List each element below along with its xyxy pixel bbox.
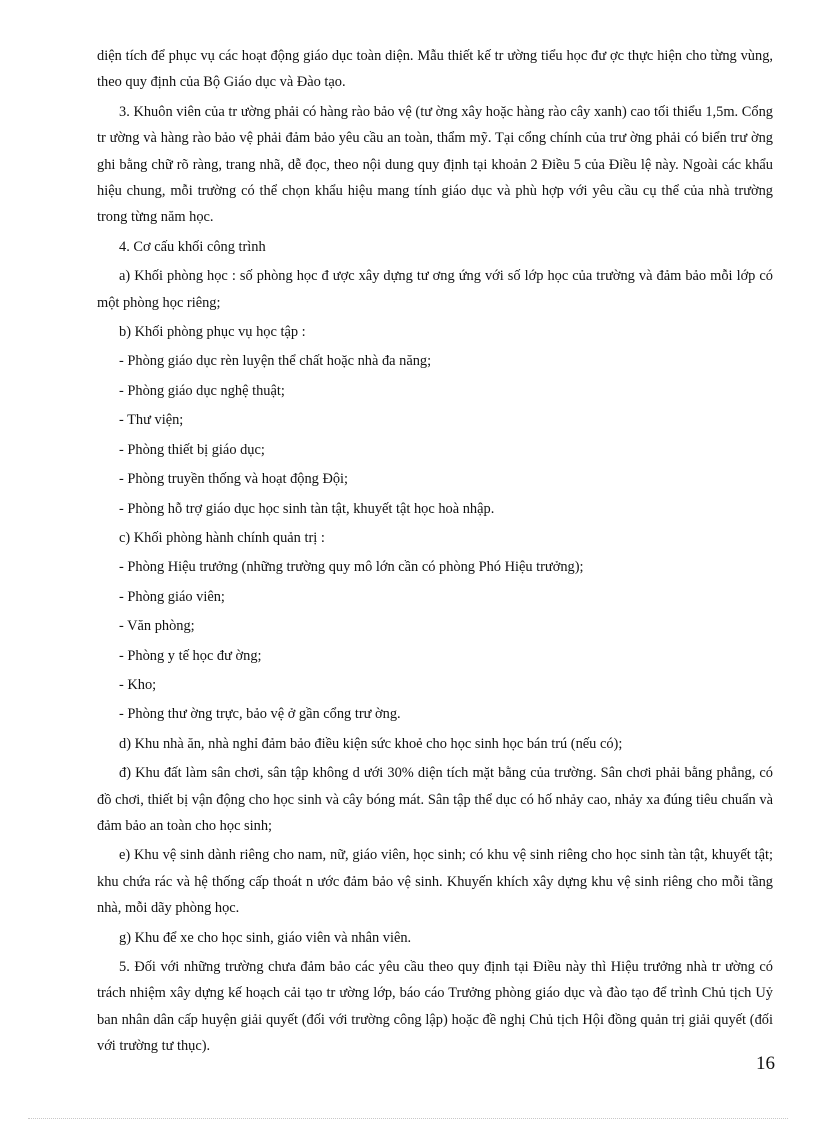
paragraph-canteen: d) Khu nhà ăn, nhà nghỉ đảm bảo điều kiện sức khoẻ cho học sinh học bán trú (nếu có); [119,735,623,752]
paragraph-learning-support-heading: b) Khối phòng phục vụ học tập : [119,324,306,341]
list-item: - Phòng giáo viên; [119,588,225,605]
paragraph-section-4-heading: 4. Cơ cấu khối công trình [119,238,266,255]
page-number: 16 [756,1053,775,1074]
paragraph-continuation: diện tích để phục vụ các hoạt động giáo dục toàn diện. Mẫu thiết kế tr ường tiểu học đư ợc thực hiện cho từng vùng, theo quy định của Bộ Giáo dục và Đào tạo. [97,48,773,91]
paragraph-admin-block-heading: c) Khối phòng hành chính quản trị : [119,529,325,546]
list-item: - Phòng y tế học đư ờng; [119,647,262,664]
list-item: - Phòng truyền thống và hoạt động Đội; [119,471,349,488]
list-item: - Phòng giáo dục rèn luyện thể chất hoặc nhà đa năng; [119,353,432,370]
document-body [97,43,773,1063]
list-item: - Văn phòng; [119,618,195,635]
page-bottom-divider [28,1118,788,1119]
list-item: - Phòng Hiệu trưởng (những trường quy mô lớn cần có phòng Phó Hiệu trưởng); [119,559,584,576]
paragraph-playground: đ) Khu đất làm sân chơi, sân tập không d ưới 30% diện tích mặt bằng của trường. Sân chơi phải bằng phẳng, có đồ chơi, thiết bị vận động cho học sinh và cây bóng mát. Sân tập thể dục có hố nhảy cao, nhảy xa đúng tiêu chuẩn và đảm bảo an toàn cho học sinh; [97,765,773,834]
list-item: - Phòng hỗ trợ giáo dục học sinh tàn tật, khuyết tật học hoà nhập. [119,500,495,517]
paragraph-section-3-campus: 3. Khuôn viên của tr ường phải có hàng rào bảo vệ (tư ờng xây hoặc hàng rào cây xanh) cao tối thiểu 1,5m. Cổng tr ường và hàng rào bảo vệ phải đảm bảo yêu cầu an toàn, thẩm mỹ. Tại cổng chính của trư ờng phải có biển trư ờng ghi bằng chữ rõ ràng, trang nhã, dễ đọc, theo nội dung quy định tại khoản 2 Điều 5 của Điều lệ này. Ngoài các khẩu hiệu chung, mỗi trường có thể chọn khẩu hiệu mang tính giáo dục và phù hợp với yêu cầu cụ thể của nhà trường trong từng năm học. [97,103,773,226]
paragraph-sanitation: e) Khu vệ sinh dành riêng cho nam, nữ, giáo viên, học sinh; có khu vệ sinh riêng cho học sinh tàn tật, khuyết tật; khu chứa rác và hệ thống cấp thoát n ước đảm bảo vệ sinh. Khuyến khích xây dựng khu vệ sinh riêng cho mỗi tầng nhà, mỗi dãy phòng học. [97,847,773,917]
paragraph-classroom-block: a) Khối phòng học : số phòng học đ ược xây dựng tư ơng ứng với số lớp học của trường và đảm bảo mỗi lớp có một phòng học riêng; [97,268,773,311]
list-item: - Kho; [119,676,157,693]
paragraph-parking: g) Khu để xe cho học sinh, giáo viên và nhân viên. [119,929,412,946]
list-item: - Thư viện; [119,412,184,429]
list-item: - Phòng thư ờng trực, bảo vệ ở gần cổng trư ờng. [119,706,401,723]
list-item: - Phòng thiết bị giáo dục; [119,441,265,458]
paragraph-section-5: 5. Đối với những trường chưa đảm bảo các yêu cầu theo quy định tại Điều này thì Hiệu trưởng nhà tr ường có trách nhiệm xây dựng kế hoạch cải tạo tr ường lớp, báo cáo Trưởng phòng giáo dục và đào tạo để trình Chủ tịch Uỷ ban nhân dân cấp huyện giải quyết (đối với trường công lập) hoặc đề nghị Chủ tịch Hội đồng quản trị giải quyết (đối với trường tư thục). [97,959,773,1055]
list-item: - Phòng giáo dục nghệ thuật; [119,382,285,399]
